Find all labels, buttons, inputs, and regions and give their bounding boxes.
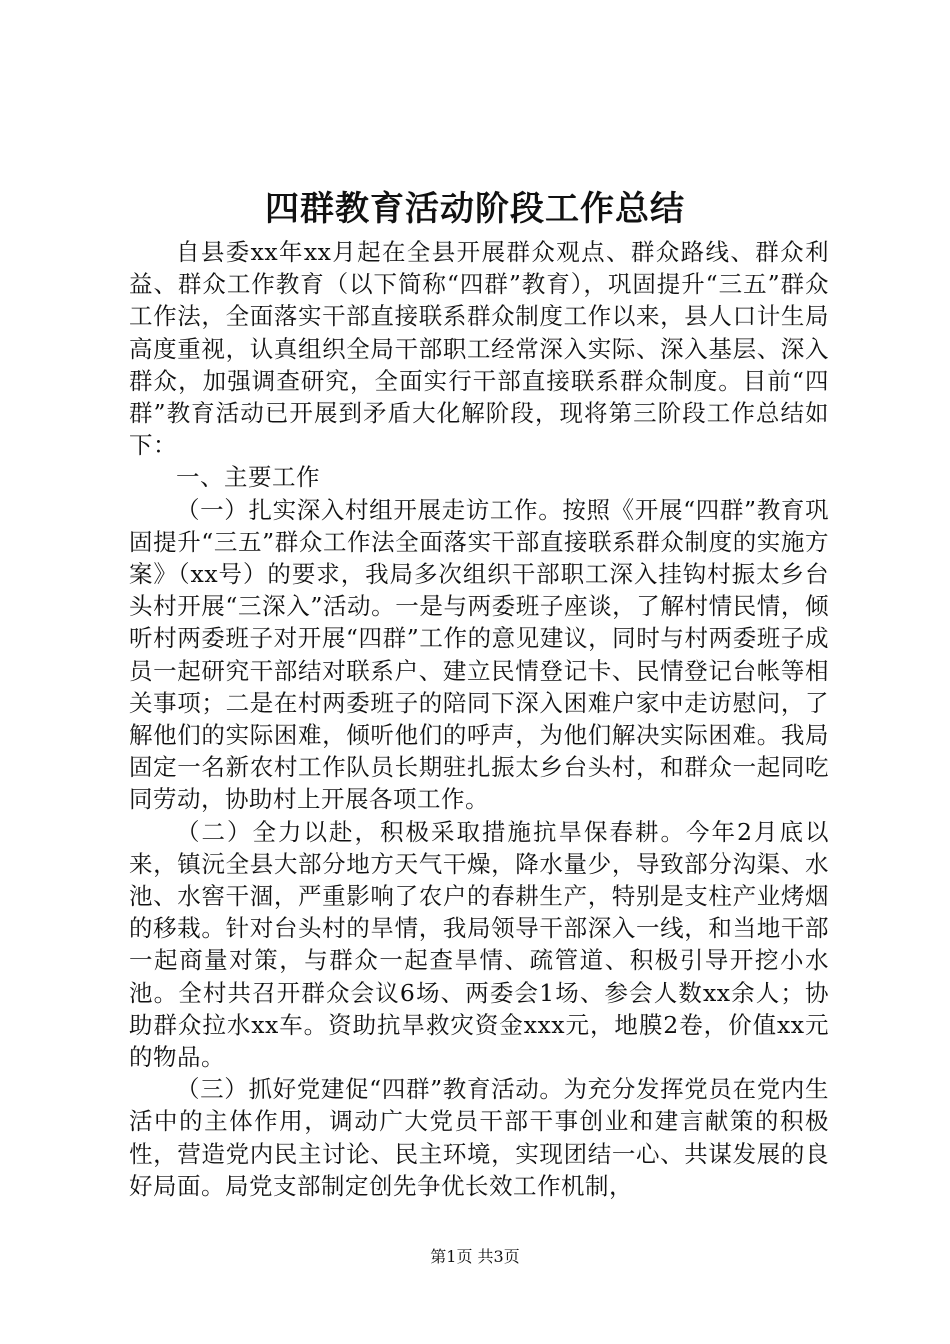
document-title: 四群教育活动阶段工作总结 (265, 189, 685, 229)
paragraph-intro: 自县委xx年xx月起在全县开展群众观点、群众路线、群众利益、群众工作教育（以下简称“四群”教育），巩固提升“三五”群众工作法，全面落实干部直接联系群众制度工作以来，县人口计生局高度重视，认真组织全局干部职工经常深入实际、深入基层、深入群众，加强调查研究，全面实行干部直接联系群众制度。目前“四群”教育活动已开展到矛盾大化解阶段，现将第三阶段工作总结如下： (129, 238, 829, 460)
paragraph-party-building: （三）抓好党建促“四群”教育活动。为充分发挥党员在党内生活中的主体作用，调动广大党员干部干事创业和建言献策的积极性，营造党内民主讨论、民主环境，实现团结一心、共谋发展的良好局面。局党支部制定创先争优长效工作机制， (129, 1075, 829, 1200)
section-heading-main-work: 一、主要工作 (176, 463, 320, 492)
paragraph-visits: （一）扎实深入村组开展走访工作。按照《开展“四群”教育巩固提升“三五”群众工作法全面落实干部直接联系群众制度的实施方案》（xx号）的要求，我局多次组织干部职工深入挂钩村振太乡台头村开展“三深入”活动。一是与两委班子座谈，了解村情民情，倾听村两委班子对开展“四群”工作的意见建议，同时与村两委班子成员一起研究干部结对联系户、建立民情登记卡、民情登记台帐等相关事项；二是在村两委班子的陪同下深入困难户家中走访慰问，了解他们的实际困难，倾听他们的呼声，为他们解决实际困难。我局固定一名新农村工作队员长期驻扎振太乡台头村，和群众一起同吃同劳动，协助村上开展各项工作。 (129, 495, 829, 814)
document-body (129, 236, 829, 1202)
paragraph-drought-relief: （二）全力以赴，积极采取措施抗旱保春耕。今年2月底以来，镇沅全县大部分地方天气干燥，降水量少，导致部分沟渠、水池、水窖干涸，严重影响了农户的春耕生产，特别是支柱产业烤烟的移栽。针对台头村的旱情，我局领导干部深入一线，和当地干部一起商量对策，与群众一起查旱情、疏管道、积极引导开挖小水池。全村共召开群众会议6场、两委会1场、参会人数xx余人；协助群众拉水xx车。资助抗旱救灾资金xxx元，地膜2卷，价值xx元的物品。 (129, 817, 829, 1072)
page-footer: 第1页 共3页 (430, 1247, 520, 1266)
